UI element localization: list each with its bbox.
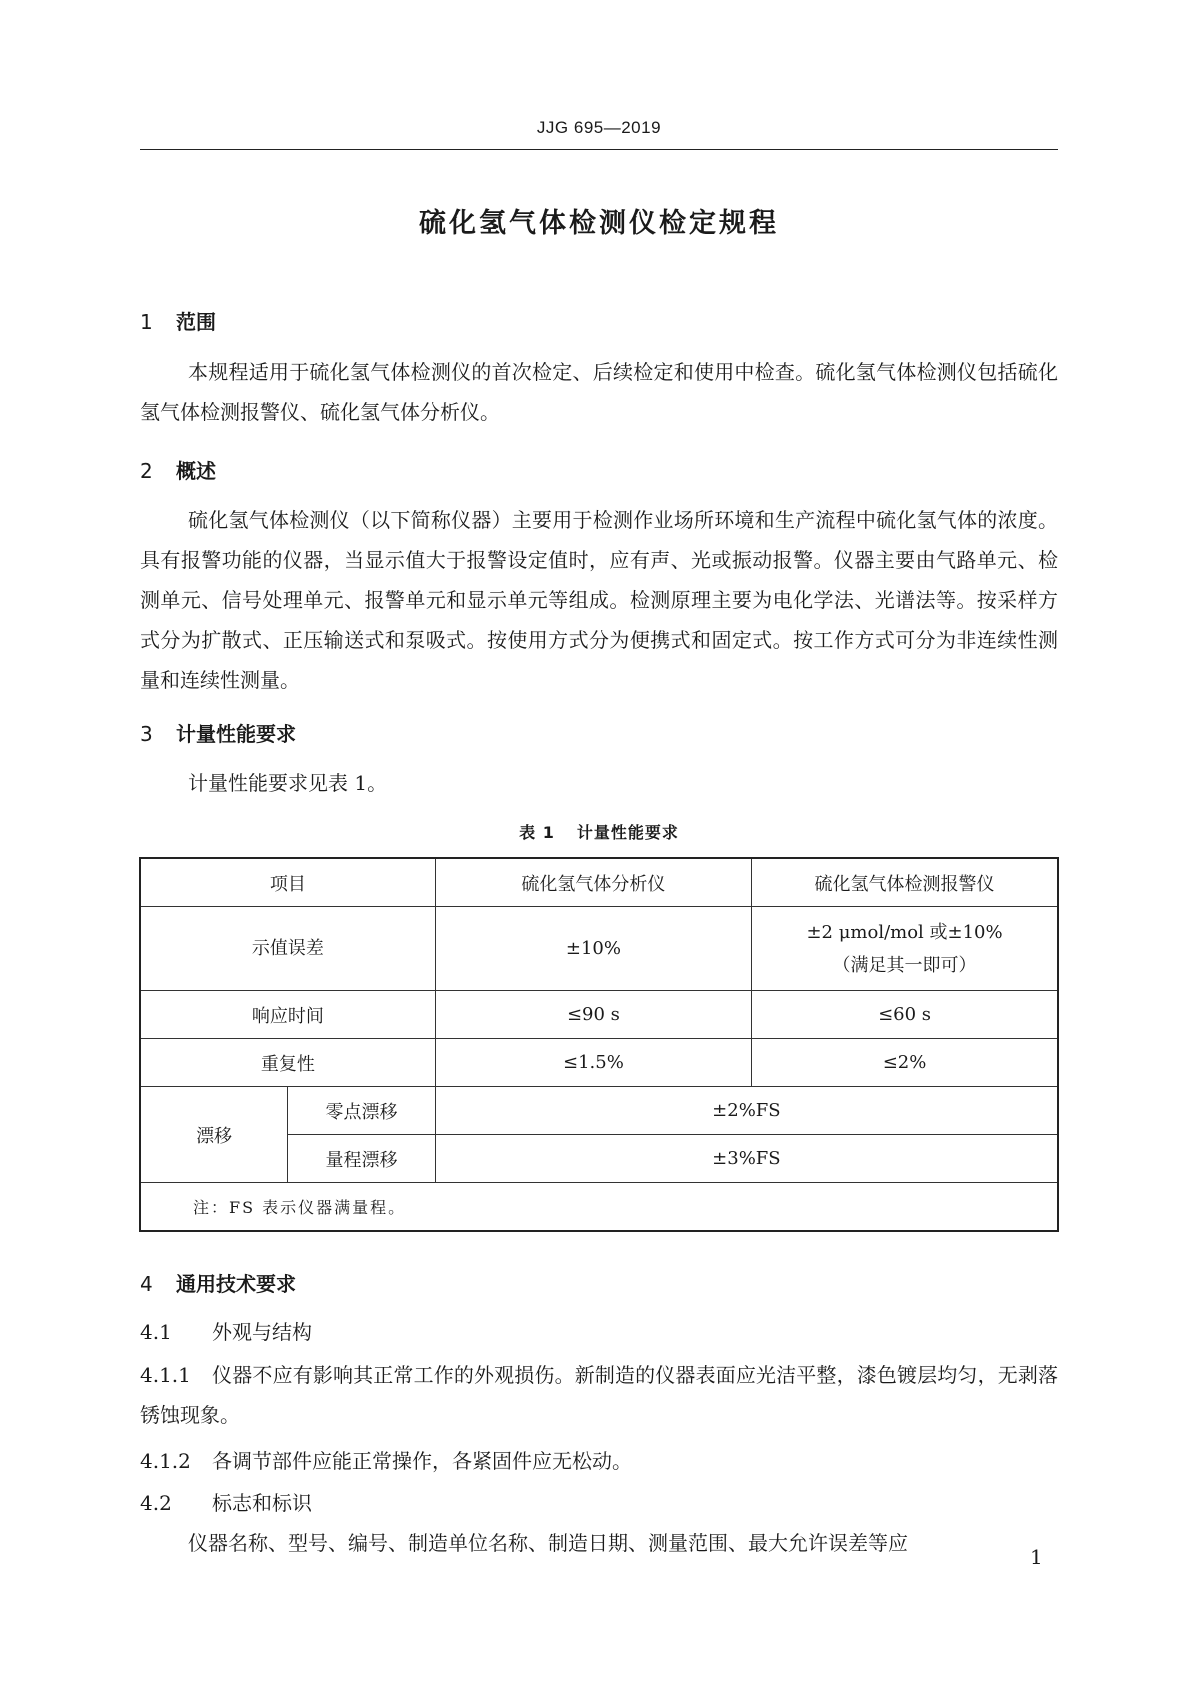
cell-span-drift: ±3%FS	[435, 1135, 1058, 1183]
table-number: 表 1	[519, 823, 555, 842]
cell-analyzer: ≤90 s	[435, 991, 751, 1039]
subsection-title: 标志和标识	[212, 1491, 312, 1515]
section-number: 4	[140, 1272, 153, 1296]
section-number: 3	[140, 722, 153, 746]
cell-zero-drift: ±2%FS	[435, 1087, 1058, 1135]
section-title: 通用技术要求	[176, 1272, 296, 1296]
page-title: 硫化氢气体检测仪检定规程	[419, 208, 779, 239]
document-code-header: JJG 695—2019	[536, 118, 662, 137]
section-title: 计量性能要求	[176, 722, 296, 746]
row-item-response-time: 响应时间	[140, 991, 435, 1039]
section-heading-3	[140, 718, 296, 747]
header-item: 项目	[140, 858, 435, 907]
subitem-zero-drift: 零点漂移	[288, 1087, 436, 1135]
section-number: 1	[140, 310, 153, 334]
table-row	[140, 991, 1058, 1039]
subsection-number: 4.1	[140, 1320, 172, 1344]
cell-analyzer: ±10%	[435, 907, 751, 991]
metrology-requirements-table	[139, 857, 1059, 1232]
table-caption-title: 计量性能要求	[576, 823, 679, 842]
overview-paragraph: 硫化氢气体检测仪（以下简称仪器）主要用于检测作业场所环境和生产流程中硫化氢气体的浓度。具有报警功能的仪器，当显示值大于报警设定值时，应有声、光或振动报警。仪器主要由气路单元、检测单元、信号处理单元、报警单元和显示单元等组成。检测原理主要为电化学法、光谱法等。按采样方式分为扩散式、正压输送式和泵吸式。按使用方式分为便携式和固定式。按工作方式可分为非连续性测量和连续性测量。	[140, 508, 1058, 692]
clause-number: 4.1.1	[140, 1363, 191, 1387]
section-title: 概述	[176, 459, 216, 483]
table-note-row	[140, 1183, 1058, 1232]
page-number: 1	[1030, 1545, 1043, 1569]
row-item-drift: 漂移	[140, 1087, 288, 1183]
section-number: 2	[140, 459, 153, 483]
row-item-repeatability: 重复性	[140, 1039, 435, 1087]
section-title: 范围	[176, 310, 216, 334]
table-row	[140, 1039, 1058, 1087]
cell-alarm-line2: （满足其一即可）	[832, 954, 977, 976]
clause-4-1-1	[140, 1355, 1058, 1435]
cell-analyzer: ≤1.5%	[435, 1039, 751, 1087]
clause-4-1-2	[140, 1441, 1058, 1481]
section-heading-4	[140, 1268, 296, 1297]
cell-alarm-line1: ±2 μmol/mol 或±10%	[806, 921, 1003, 943]
clause-number: 4.1.2	[140, 1449, 191, 1473]
table-note: 注：FS 表示仪器满量程。	[140, 1183, 1058, 1232]
table-row	[140, 907, 1058, 991]
table-header-row	[140, 858, 1058, 907]
row-item-indication-error: 示值误差	[140, 907, 435, 991]
header-analyzer: 硫化氢气体分析仪	[435, 858, 751, 907]
cell-alarm	[752, 907, 1058, 991]
cell-alarm: ≤2%	[752, 1039, 1058, 1087]
clause-text: 各调节部件应能正常操作，各紧固件应无松动。	[212, 1449, 632, 1473]
table-caption	[140, 820, 1058, 843]
subitem-span-drift: 量程漂移	[288, 1135, 436, 1183]
subsection-number: 4.2	[140, 1491, 172, 1515]
subsection-4-1	[140, 1312, 1058, 1352]
subsection-title: 外观与结构	[212, 1320, 312, 1344]
header-alarm: 硫化氢气体检测报警仪	[752, 858, 1058, 907]
section-heading-1	[140, 306, 216, 335]
cell-alarm: ≤60 s	[752, 991, 1058, 1039]
marking-paragraph: 仪器名称、型号、编号、制造单位名称、制造日期、测量范围、最大允许误差等应	[188, 1531, 908, 1555]
scope-paragraph: 本规程适用于硫化氢气体检测仪的首次检定、后续检定和使用中检查。硫化氢气体检测仪包括硫化氢气体检测报警仪、硫化氢气体分析仪。	[140, 360, 1058, 424]
subsection-4-2	[140, 1483, 1058, 1523]
header-rule	[140, 149, 1058, 150]
clause-text: 仪器不应有影响其正常工作的外观损伤。新制造的仪器表面应光洁平整，漆色镀层均匀，无剥落锈蚀现象。	[140, 1363, 1058, 1427]
section-heading-2	[140, 455, 216, 484]
table-row	[140, 1087, 1058, 1135]
metrology-intro: 计量性能要求见表 1。	[188, 771, 388, 795]
